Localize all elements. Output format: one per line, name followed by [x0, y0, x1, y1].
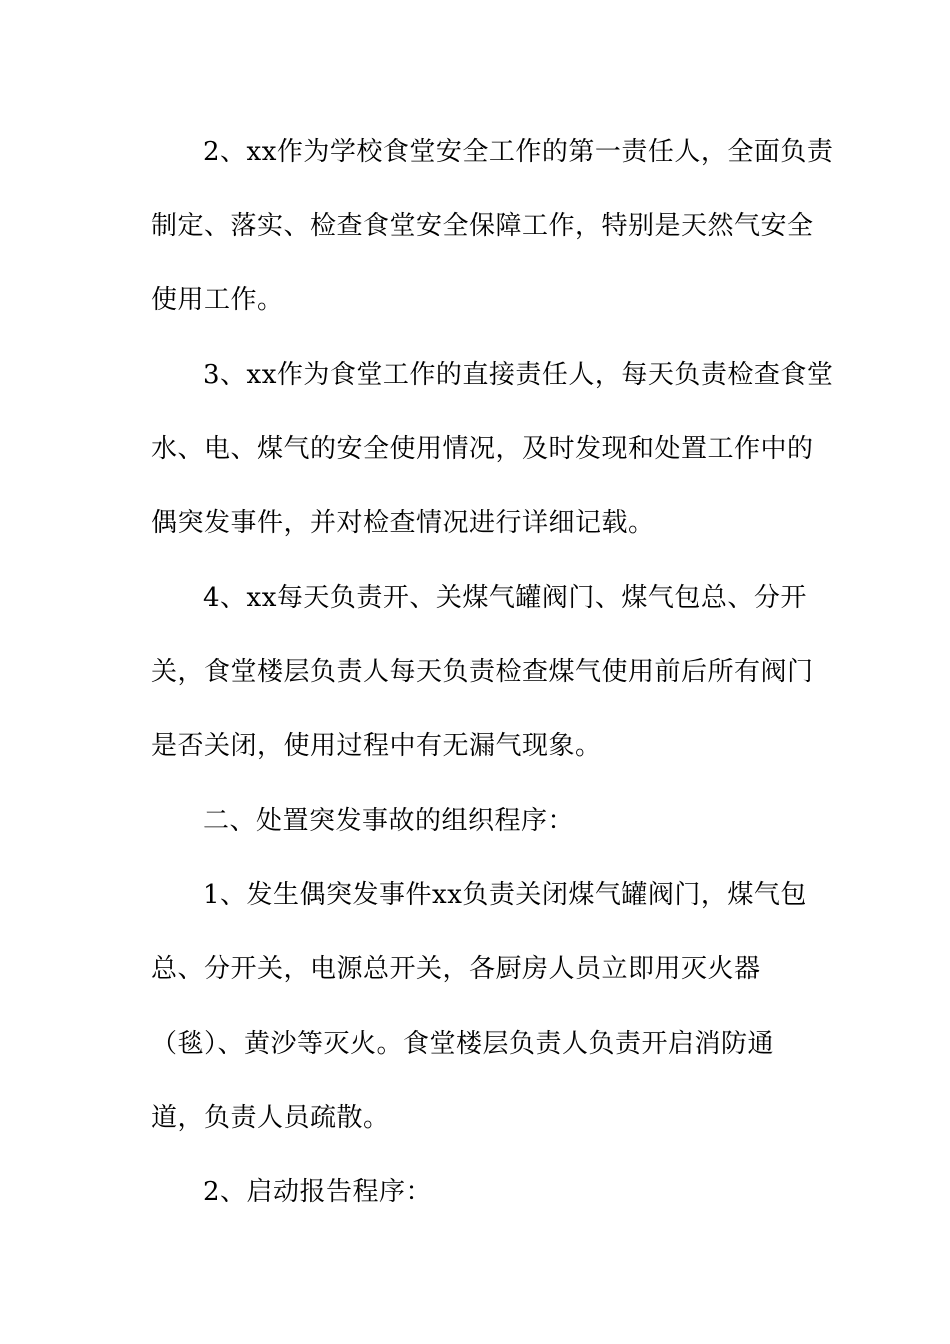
- paragraph-2-line-2: 制定、落实、检查食堂安全保障工作，特别是天然气安全: [151, 211, 814, 241]
- paragraph-4-line-2: 关，食堂楼层负责人每天负责检查煤气使用前后所有阀门: [151, 657, 814, 687]
- item-2-line-1: 2、启动报告程序：: [203, 1177, 433, 1207]
- paragraph-4-line-3: 是否关闭，使用过程中有无漏气现象。: [151, 731, 602, 761]
- item-1-line-4: 道，负责人员疏散。: [151, 1103, 390, 1133]
- section-heading-2: 二、处置突发事故的组织程序：: [203, 806, 575, 836]
- paragraph-3-line-1: 3、xx作为食堂工作的直接责任人，每天负责检查食堂: [203, 360, 834, 390]
- paragraph-2-line-1: 2、xx作为学校食堂安全工作的第一责任人，全面负责: [203, 137, 834, 167]
- paragraph-2-line-3: 使用工作。: [151, 285, 284, 315]
- item-1-line-1: 1、发生偶突发事件xx负责关闭煤气罐阀门，煤气包: [203, 880, 807, 910]
- item-1-line-2: 总、分开关，电源总开关，各厨房人员立即用灭火器: [151, 954, 761, 984]
- item-1-line-3: （毯）、黄沙等灭火。食堂楼层负责人负责开启消防通: [151, 1029, 775, 1059]
- paragraph-3-line-3: 偶突发事件，并对检查情况进行详细记载。: [151, 508, 655, 538]
- paragraph-4-line-1: 4、xx每天负责开、关煤气罐阀门、煤气包总、分开: [203, 583, 807, 613]
- paragraph-3-line-2: 水、电、煤气的安全使用情况，及时发现和处置工作中的: [151, 434, 814, 464]
